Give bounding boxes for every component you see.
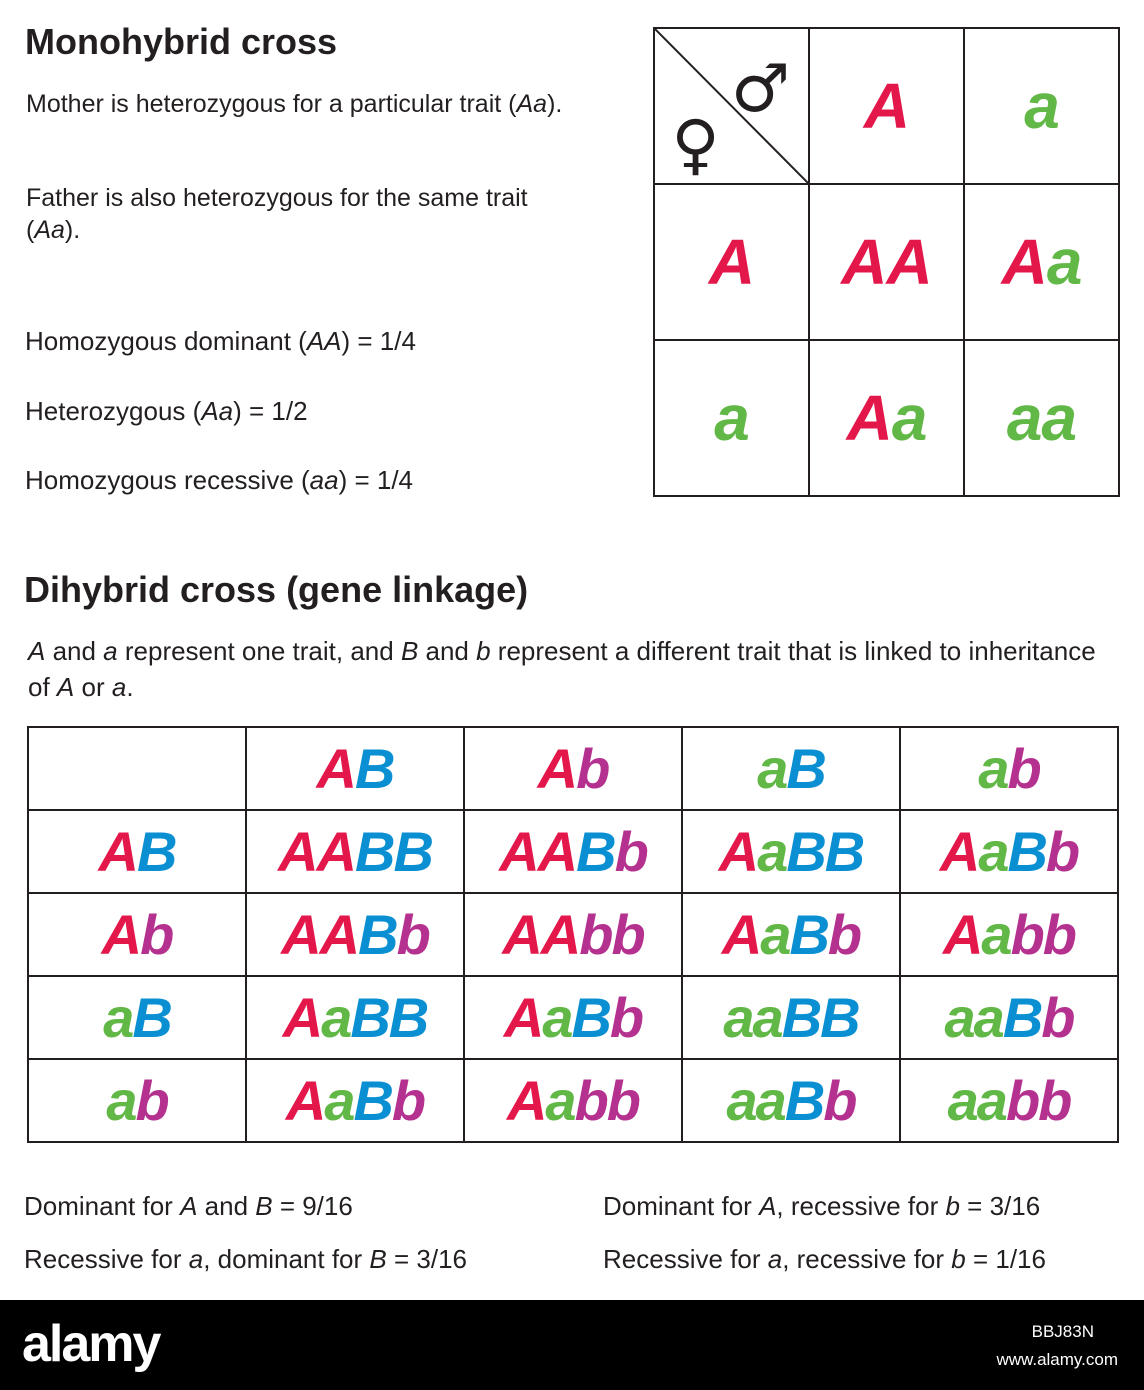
di-cell [900,893,1118,976]
allele-dominant-a: A [98,820,137,883]
allele-dominant-a: A [316,737,355,800]
di-cell [464,976,682,1059]
allele-recessive-b: b [1045,820,1079,883]
allele-recessive-b: b [1010,903,1043,966]
di-cell [246,1059,464,1142]
allele-dominant-a: A [285,1069,325,1132]
di-row-header [28,976,246,1059]
allele-recessive-a: a [978,737,1008,800]
allele-recessive-a: a [714,382,749,454]
allele-recessive-b: b [396,903,429,966]
mono-row-header [654,184,809,340]
mono-cell [964,340,1119,496]
allele-recessive-a: a [760,903,790,966]
dihybrid-title: Dihybrid cross (gene linkage) [24,569,529,610]
allele-dominant-a: A [886,226,932,298]
dihybrid-empty-corner [28,727,246,810]
alamy-logo: alamy [22,1315,160,1373]
mono-col-header [809,28,964,184]
allele-dominant-a: A [502,903,541,966]
di-cell [464,893,682,976]
allele-dominant-a: A [708,226,755,298]
allele-recessive-b: b [1038,1069,1071,1132]
punnett-corner-cell [654,28,809,184]
allele-recessive-b: b [614,820,647,883]
allele-dominant-b: B [355,820,394,883]
di-cell [682,810,900,893]
image-id-label: BBJ83N [1031,1322,1094,1341]
di-col-header [682,727,900,810]
allele-dominant-b: B [393,820,432,883]
allele-dominant-a: A [506,1069,546,1132]
allele-recessive-a: a [726,1069,756,1132]
allele-dominant-b: B [358,903,397,966]
allele-dominant-a: A [841,226,887,298]
allele-dominant-a: A [278,820,317,883]
di-result-dominant-a-recessive-b: Dominant for A, recessive for b = 3/16 [603,1191,1041,1221]
allele-recessive-b: b [611,903,644,966]
allele-recessive-b: b [823,1069,856,1132]
allele-dominant-a: A [939,820,979,883]
allele-recessive-a: a [944,986,974,1049]
allele-recessive-b: b [1041,986,1074,1049]
allele-dominant-a: A [540,903,580,966]
allele-recessive-a: a [891,382,927,454]
di-cell [246,976,464,1059]
corner-diagonal-divider [655,29,808,183]
di-cell [464,810,682,893]
allele-recessive-b: b [135,1069,168,1132]
allele-recessive-a: a [757,737,787,800]
allele-dominant-b: B [784,1069,824,1132]
allele-dominant-a: A [863,70,910,142]
allele-dominant-b: B [353,1069,392,1132]
allele-recessive-a: a [542,986,572,1049]
allele-dominant-b: B [132,986,171,1049]
mono-result-heterozygous: Heterozygous (Aa) = 1/2 [25,396,308,426]
allele-recessive-a: a [947,1069,977,1132]
allele-recessive-a: a [752,986,782,1049]
di-cell [900,1059,1118,1142]
mono-col-header [964,28,1119,184]
di-row-header [28,893,246,976]
dihybrid-punnett-square [27,726,1119,1143]
mono-cell [809,184,964,340]
di-col-header [246,727,464,810]
allele-recessive-b: b [609,986,643,1049]
allele-recessive-a: a [321,986,351,1049]
allele-dominant-a: A [316,820,355,883]
female-symbol-icon: ♀ [671,106,719,183]
allele-recessive-a: a [1046,226,1082,298]
father-description: Father is also heterozygous for the same trait (Aa). [26,184,528,244]
monohybrid-title: Monohybrid cross [25,21,338,62]
di-cell [682,976,900,1059]
di-cell [246,810,464,893]
di-col-header [464,727,682,810]
allele-dominant-a: A [846,382,892,454]
monohybrid-punnett-square [653,27,1120,497]
allele-dominant-b: B [355,737,394,800]
allele-dominant-b: B [820,986,859,1049]
allele-recessive-a: a [981,903,1011,966]
allele-dominant-a: A [282,986,322,1049]
allele-recessive-b: b [574,1069,607,1132]
mono-row-header [654,340,809,496]
allele-dominant-a: A [537,820,577,883]
allele-recessive-b: b [140,903,173,966]
mono-cell [809,340,964,496]
allele-dominant-a: A [537,737,577,800]
allele-dominant-b: B [786,820,825,883]
allele-dominant-a: A [942,903,982,966]
allele-dominant-b: B [1007,820,1046,883]
male-symbol-icon: ♂ [730,50,790,127]
allele-recessive-a: a [755,1069,785,1132]
allele-dominant-a: A [281,903,320,966]
allele-recessive-a: a [757,820,787,883]
allele-dominant-b: B [576,820,615,883]
mono-result-homozygous-recessive: Homozygous recessive (aa) = 1/4 [25,465,414,495]
allele-recessive-a: a [978,820,1008,883]
di-cell [682,1059,900,1142]
allele-dominant-b: B [388,986,428,1049]
di-cell [682,893,900,976]
allele-dominant-b: B [137,820,176,883]
mono-result-homozygous-dominant: Homozygous dominant (AA) = 1/4 [25,326,416,356]
allele-dominant-b: B [786,737,825,800]
di-result-recessive-a-recessive-b: Recessive for a, recessive for b = 1/16 [603,1244,1046,1274]
allele-dominant-a: A [1001,226,1047,298]
allele-recessive-b: b [827,903,861,966]
di-row-header [28,1059,246,1142]
allele-dominant-b: B [824,820,864,883]
allele-recessive-a: a [1041,382,1077,454]
allele-dominant-a: A [503,986,543,1049]
allele-recessive-b: b [391,1069,425,1132]
watermark-footer-bar [0,1300,1144,1390]
allele-recessive-a: a [973,986,1003,1049]
allele-dominant-a: A [721,903,761,966]
allele-dominant-b: B [789,903,828,966]
dihybrid-description: A and a represent one trait, and B and b represent a different trait that is linked to inheritance of A or a. [28,636,1096,702]
allele-dominant-a: A [101,903,141,966]
allele-recessive-b: b [1007,737,1040,800]
di-row-header [28,810,246,893]
allele-recessive-b: b [576,737,609,800]
allele-dominant-a: A [718,820,758,883]
allele-dominant-a: A [499,820,538,883]
di-col-header [900,727,1118,810]
allele-recessive-a: a [324,1069,354,1132]
allele-recessive-a: a [545,1069,575,1132]
di-cell [900,976,1118,1059]
allele-recessive-a: a [1024,70,1059,142]
allele-recessive-b: b [606,1069,640,1132]
allele-recessive-a: a [976,1069,1006,1132]
allele-dominant-b: B [571,986,610,1049]
allele-recessive-a: a [1006,382,1042,454]
allele-recessive-a: a [723,986,753,1049]
allele-dominant-b: B [781,986,821,1049]
allele-recessive-b: b [579,903,612,966]
allele-recessive-b: b [1042,903,1076,966]
di-cell [246,893,464,976]
di-cell [900,810,1118,893]
allele-recessive-a: a [106,1069,136,1132]
allele-recessive-a: a [103,986,133,1049]
allele-dominant-b: B [1002,986,1042,1049]
mother-description: Mother is heterozygous for a particular trait (Aa). [26,90,563,118]
allele-dominant-a: A [319,903,359,966]
di-result-recessive-a-dominant-b: Recessive for a, dominant for B = 3/16 [24,1244,467,1274]
di-result-dominant-a-dominant-b: Dominant for A and B = 9/16 [24,1191,353,1221]
di-cell [464,1059,682,1142]
allele-dominant-b: B [350,986,389,1049]
footer-url-label: www.alamy.com [996,1350,1118,1369]
mono-cell [964,184,1119,340]
allele-recessive-b: b [1005,1069,1039,1132]
